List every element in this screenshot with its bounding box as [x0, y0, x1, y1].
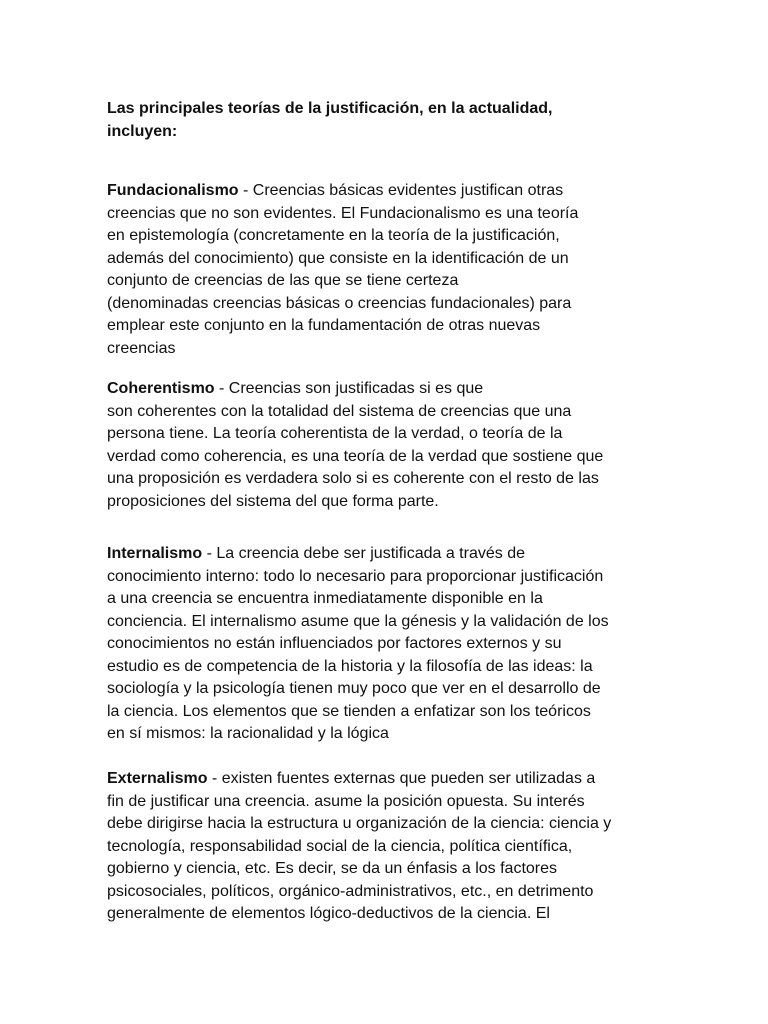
paragraph-text: - Creencias son justificadas si es que	[214, 380, 484, 397]
paragraph-line: en sí mismos: la racionalidad y la lógica	[107, 725, 389, 742]
paragraph-line	[107, 768, 667, 791]
paragraph-line: fin de justificar una creencia. asume la posición opuesta. Su interés	[107, 792, 585, 810]
paragraph-text: - La creencia debe ser justificada a través de	[202, 545, 525, 562]
paragraph-text: - Creencias básicas evidentes justifican otras	[238, 182, 564, 199]
paragraph-line: además del conocimiento) que consiste en la identificación de un	[107, 249, 569, 267]
paragraph-line: (denominadas creencias básicas o creencias fundacionales) para	[107, 294, 572, 312]
term-heading: Externalismo	[107, 770, 208, 787]
paragraph-line: conocimiento interno: todo lo necesario para proporcionar justificación	[107, 567, 604, 585]
paragraph-line: son coherentes con la totalidad del sistema de creencias que una	[107, 402, 572, 420]
section-externalismo	[107, 768, 667, 926]
section-fundacionalismo	[107, 180, 667, 360]
title-line: Las principales teorías de la justificación, en la actualidad,	[107, 100, 553, 117]
paragraph-text: - existen fuentes externas que pueden ser utilizadas a	[207, 770, 596, 787]
paragraph-line: sociología y la psicología tienen muy poco que ver en el desarrollo de	[107, 680, 601, 697]
paragraph-line: gobierno y ciencia, etc. Es decir, se da un énfasis a los factores	[107, 860, 558, 877]
paragraph-line: proposiciones del sistema del que forma parte.	[107, 492, 439, 510]
paragraph-line	[107, 180, 667, 203]
paragraph-line: debe dirigirse hacia la estructura u organización de la ciencia: ciencia y	[107, 815, 612, 832]
paragraph-line: tecnología, responsabilidad social de la ciencia, política científica,	[107, 837, 573, 855]
paragraph-line: persona tiene. La teoría coherentista de la verdad, o teoría de la	[107, 425, 563, 442]
paragraph-line: emplear este conjunto en la fundamentación de otras nuevas	[107, 317, 541, 334]
paragraph-line: creencias que no son evidentes. El Fundacionalismo es una teoría	[107, 204, 579, 222]
paragraph-line: una proposición es verdadera solo si es coherente con el resto de las	[107, 470, 599, 487]
paragraph-line: estudio es de competencia de la historia y la filosofía de las ideas: la	[107, 657, 593, 675]
section-internalismo	[107, 543, 667, 746]
paragraph-line: conjunto de creencias de las que se tiene certeza	[107, 272, 459, 289]
paragraph-line: conocimientos no están influenciados por factores externos y su	[107, 635, 562, 652]
paragraph-line: verdad como coherencia, es una teoría de la verdad que sostiene que	[107, 447, 604, 465]
paragraph-line	[107, 378, 667, 401]
section-coherentismo	[107, 378, 667, 513]
paragraph-line: la ciencia. Los elementos que se tienden a enfatizar son los teóricos	[107, 702, 591, 720]
term-heading: Internalismo	[107, 545, 203, 562]
paragraph-line: generalmente de elementos lógico-deductivos de la ciencia. El	[107, 905, 550, 922]
term-heading: Coherentismo	[107, 380, 215, 397]
document-title	[107, 98, 667, 143]
paragraph-line: conciencia. El internalismo asume que la génesis y la validación de los	[107, 612, 609, 630]
paragraph-line: creencias	[107, 339, 176, 357]
paragraph-line: a una creencia se encuentra inmediatamente disponible en la	[107, 590, 543, 607]
paragraph-line: psicosociales, políticos, orgánico-administrativos, etc., en detrimento	[107, 882, 594, 900]
paragraph-line	[107, 543, 667, 566]
paragraph-line: en epistemología (concretamente en la teoría de la justificación,	[107, 227, 560, 244]
title-line: incluyen:	[107, 122, 178, 140]
term-heading: Fundacionalismo	[107, 182, 239, 199]
